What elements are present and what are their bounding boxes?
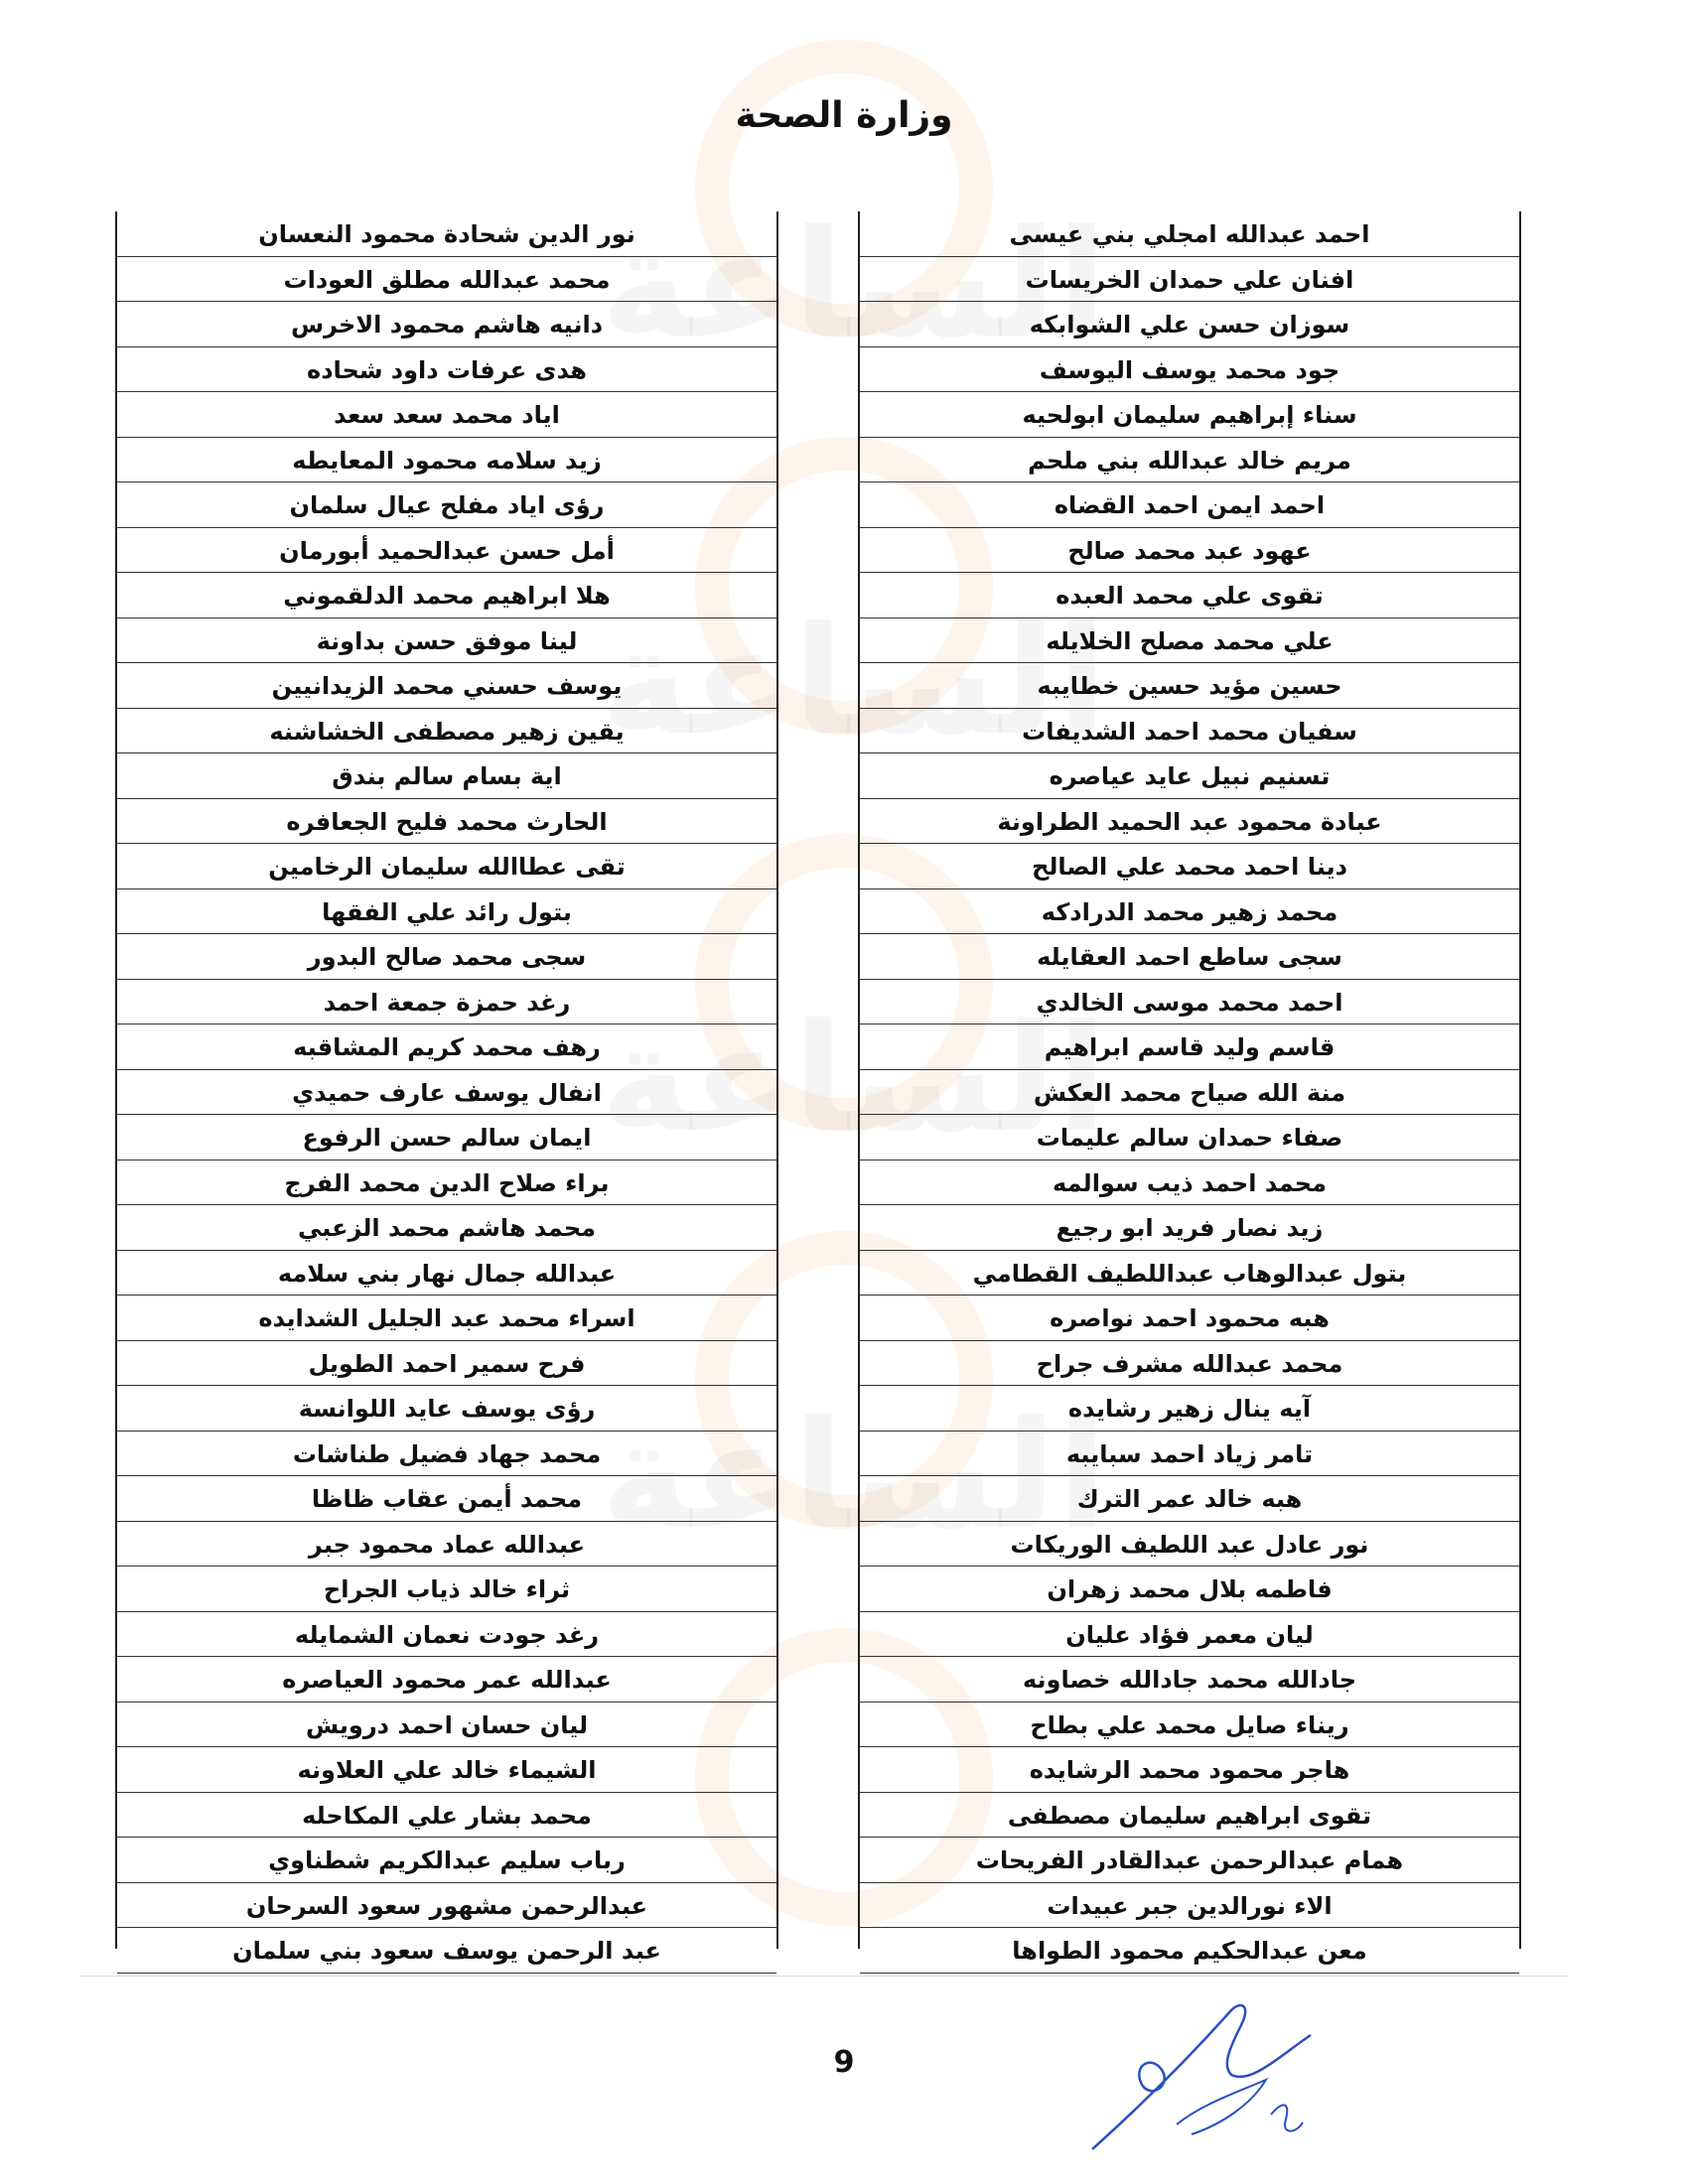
name-row: اياد محمد سعد سعد <box>117 392 776 438</box>
name-row: تقوى علي محمد العبده <box>860 573 1519 618</box>
name-row: علي محمد مصلح الخلايله <box>860 618 1519 664</box>
name-row: الشيماء خالد علي العلاونه <box>117 1747 776 1793</box>
name-row: رباب سليم عبدالكريم شطناوي <box>117 1838 776 1883</box>
name-row: سجى محمد صالح البدور <box>117 934 776 980</box>
name-row: انفال يوسف عارف حميدي <box>117 1070 776 1116</box>
name-row: عبد الرحمن يوسف سعود بني سلمان <box>117 1928 776 1974</box>
name-row: يقين زهير مصطفى الخشاشنه <box>117 709 776 754</box>
name-row: تسنيم نبيل عايد عياصره <box>860 753 1519 799</box>
page-title: وزارة الصحة <box>735 95 953 136</box>
name-row: هبه خالد عمر الترك <box>860 1476 1519 1522</box>
name-row: يوسف حسني محمد الزيدانيين <box>117 663 776 709</box>
name-row: محمد جهاد فضيل طناشات <box>117 1432 776 1477</box>
name-row: رؤى يوسف عايد اللوانسة <box>117 1386 776 1432</box>
name-row: جود محمد يوسف اليوسف <box>860 347 1519 393</box>
name-row: عبدالله عماد محمود جبر <box>117 1522 776 1568</box>
names-list-left <box>117 211 776 1974</box>
name-row: اسراء محمد عبد الجليل الشدايده <box>117 1296 776 1341</box>
name-row: معن عبدالحكيم محمود الطواها <box>860 1928 1519 1974</box>
name-row: سجى ساطع احمد العقايله <box>860 934 1519 980</box>
name-row: محمد احمد ذيب سوالمه <box>860 1160 1519 1206</box>
name-row: همام عبدالرحمن عبدالقادر الفريحات <box>860 1838 1519 1883</box>
names-list-right <box>860 211 1519 1974</box>
name-row: محمد عبدالله مطلق العودات <box>117 257 776 303</box>
name-row: تامر زياد احمد سبايبه <box>860 1432 1519 1477</box>
footer-divider <box>79 1976 1569 1977</box>
name-row: رؤى اياد مفلح عيال سلمان <box>117 482 776 528</box>
name-row: صفاء حمدان سالم عليمات <box>860 1115 1519 1160</box>
name-row: احمد عبدالله امجلي بني عيسى <box>860 211 1519 257</box>
name-row: محمد زهير محمد الدرادكه <box>860 889 1519 935</box>
name-row: جادالله محمد جادالله خصاونه <box>860 1657 1519 1703</box>
name-row: سوزان حسن علي الشوابكه <box>860 302 1519 347</box>
name-row: اية بسام سالم بندق <box>117 753 776 799</box>
name-row: سناء إبراهيم سليمان ابولحيه <box>860 392 1519 438</box>
name-row: لينا موفق حسن بداونة <box>117 618 776 664</box>
name-row: آيه ينال زهير رشايده <box>860 1386 1519 1432</box>
name-row: نور عادل عبد اللطيف الوريكات <box>860 1522 1519 1568</box>
watermark-text: الساعة <box>600 993 1108 1165</box>
name-row: محمد بشار علي المكاحله <box>117 1793 776 1839</box>
name-row: مريم خالد عبدالله بني ملحم <box>860 438 1519 483</box>
name-row: هلا ابراهيم محمد الدلقموني <box>117 573 776 618</box>
watermark-text: الساعة <box>600 1390 1108 1563</box>
name-row: بتول عبدالوهاب عبداللطيف القطامي <box>860 1251 1519 1297</box>
name-row: محمد عبدالله مشرف جراح <box>860 1341 1519 1387</box>
name-row: براء صلاح الدين محمد الفرج <box>117 1160 776 1206</box>
name-row: هدى عرفات داود شحاده <box>117 347 776 393</box>
name-row: رغد حمزة جمعة احمد <box>117 980 776 1025</box>
name-row: زيد سلامه محمود المعايطه <box>117 438 776 483</box>
name-row: عبدالله جمال نهار بني سلامه <box>117 1251 776 1297</box>
name-row: سفيان محمد احمد الشديفات <box>860 709 1519 754</box>
name-row: قاسم وليد قاسم ابراهيم <box>860 1024 1519 1070</box>
watermark-text: الساعة <box>600 199 1108 371</box>
name-row: رهف محمد كريم المشاقبه <box>117 1024 776 1070</box>
name-row: تقوى ابراهيم سليمان مصطفى <box>860 1793 1519 1839</box>
name-row: هاجر محمود محمد الرشايده <box>860 1747 1519 1793</box>
name-row: ليان معمر فؤاد عليان <box>860 1612 1519 1658</box>
name-row: عبادة محمود عبد الحميد الطراونة <box>860 799 1519 845</box>
names-table-left <box>115 211 778 1965</box>
name-row: عبدالله عمر محمود العياصره <box>117 1657 776 1703</box>
name-row: هبه محمود احمد نواصره <box>860 1296 1519 1341</box>
name-row: عهود عبد محمد صالح <box>860 528 1519 574</box>
name-row: نور الدين شحادة محمود النعسان <box>117 211 776 257</box>
name-row: محمد أيمن عقاب ظاظا <box>117 1476 776 1522</box>
name-row: دانيه هاشم محمود الاخرس <box>117 302 776 347</box>
name-row: ثراء خالد ذياب الجراح <box>117 1567 776 1612</box>
name-row: احمد ايمن احمد القضاه <box>860 482 1519 528</box>
name-row: الاء نورالدين جبر عبيدات <box>860 1883 1519 1929</box>
name-row: منة الله صياح محمد العكش <box>860 1070 1519 1116</box>
name-row: ريناء صايل محمد علي بطاح <box>860 1703 1519 1748</box>
name-row: رغد جودت نعمان الشمايله <box>117 1612 776 1658</box>
signature <box>1082 1985 1321 2164</box>
name-row: احمد محمد موسى الخالدي <box>860 980 1519 1025</box>
name-row: ليان حسان احمد درويش <box>117 1703 776 1748</box>
names-table-right <box>858 211 1521 1965</box>
name-row: حسين مؤيد حسين خطايبه <box>860 663 1519 709</box>
watermark-text: الساعة <box>600 596 1108 768</box>
name-row: زيد نصار فريد ابو رجيع <box>860 1205 1519 1251</box>
name-row: عبدالرحمن مشهور سعود السرحان <box>117 1883 776 1929</box>
name-row: الحارث محمد فليح الجعافره <box>117 799 776 845</box>
name-row: ايمان سالم حسن الرفوع <box>117 1115 776 1160</box>
name-row: محمد هاشم محمد الزعبي <box>117 1205 776 1251</box>
name-row: فاطمه بلال محمد زهران <box>860 1567 1519 1612</box>
name-row: افنان علي حمدان الخريسات <box>860 257 1519 303</box>
name-row: دينا احمد محمد علي الصالح <box>860 844 1519 889</box>
page-number: 9 <box>833 2045 855 2080</box>
name-row: بتول رائد علي الفقها <box>117 889 776 935</box>
name-row: تقى عطاالله سليمان الرخامين <box>117 844 776 889</box>
name-row: فرح سمير احمد الطويل <box>117 1341 776 1387</box>
name-row: أمل حسن عبدالحميد أبورمان <box>117 528 776 574</box>
